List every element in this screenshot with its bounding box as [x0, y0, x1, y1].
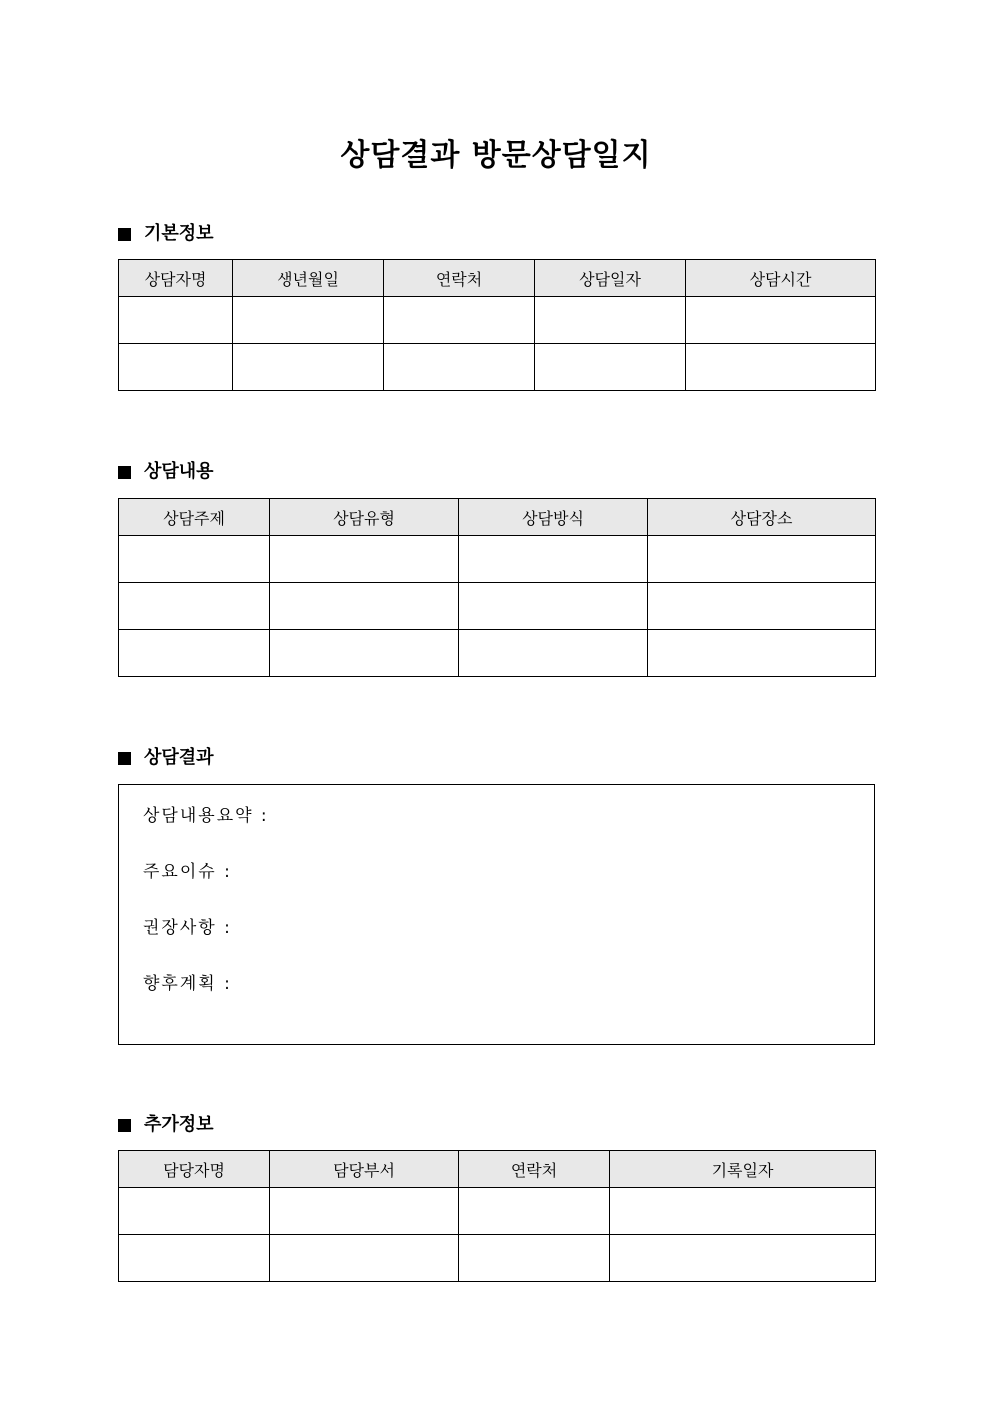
- table-cell[interactable]: [610, 1235, 876, 1282]
- table-cell[interactable]: [270, 583, 459, 630]
- table-cell[interactable]: [535, 297, 686, 344]
- table-row: [119, 297, 876, 344]
- summary-label: 상담내용요약 :: [143, 806, 269, 826]
- table-cell[interactable]: [384, 297, 535, 344]
- table-cell[interactable]: [459, 1235, 610, 1282]
- table-cell[interactable]: [119, 536, 270, 583]
- square-bullet-icon: [118, 752, 131, 765]
- section-title: 기본정보: [144, 223, 214, 244]
- column-header: 상담일자: [535, 260, 686, 297]
- table-row: [119, 1235, 876, 1282]
- table-cell[interactable]: [119, 344, 233, 391]
- column-header: 상담자명: [119, 260, 233, 297]
- table-row: [119, 630, 876, 677]
- table-cell[interactable]: [648, 583, 876, 630]
- table-cell[interactable]: [610, 1188, 876, 1235]
- table-cell[interactable]: [119, 1188, 270, 1235]
- table-cell[interactable]: [459, 630, 648, 677]
- column-header: 연락처: [459, 1151, 610, 1188]
- section-heading-result: [118, 744, 214, 772]
- column-header: 상담시간: [686, 260, 876, 297]
- table-cell[interactable]: [233, 344, 384, 391]
- table-header-row: [119, 260, 876, 297]
- table-cell[interactable]: [686, 297, 876, 344]
- table-cell[interactable]: [270, 1188, 459, 1235]
- table-cell[interactable]: [270, 630, 459, 677]
- column-header: 상담장소: [648, 499, 876, 536]
- key-issues-label: 주요이슈 :: [143, 862, 232, 882]
- section-title: 상담결과: [144, 747, 214, 768]
- table-cell[interactable]: [270, 536, 459, 583]
- table-header-row: [119, 499, 876, 536]
- column-header: 생년월일: [233, 260, 384, 297]
- table-cell[interactable]: [648, 630, 876, 677]
- table-row: [119, 344, 876, 391]
- table-cell[interactable]: [535, 344, 686, 391]
- future-plan-label: 향후계획 :: [143, 974, 232, 994]
- column-header: 기록일자: [610, 1151, 876, 1188]
- table-cell[interactable]: [119, 583, 270, 630]
- basic-info-table: [118, 259, 876, 391]
- table-cell[interactable]: [270, 1235, 459, 1282]
- section-heading-content: [118, 458, 214, 486]
- table-cell[interactable]: [233, 297, 384, 344]
- column-header: 상담주제: [119, 499, 270, 536]
- recommendations-label: 권장사항 :: [143, 918, 232, 938]
- additional-info-table: [118, 1150, 876, 1282]
- column-header: 연락처: [384, 260, 535, 297]
- result-box[interactable]: [118, 784, 875, 1045]
- column-header: 담당자명: [119, 1151, 270, 1188]
- square-bullet-icon: [118, 466, 131, 479]
- table-header-row: [119, 1151, 876, 1188]
- table-cell[interactable]: [119, 297, 233, 344]
- section-heading-additional: [118, 1111, 214, 1139]
- table-row: [119, 536, 876, 583]
- table-cell[interactable]: [384, 344, 535, 391]
- table-cell[interactable]: [119, 1235, 270, 1282]
- table-cell[interactable]: [119, 630, 270, 677]
- table-row: [119, 583, 876, 630]
- square-bullet-icon: [118, 1119, 131, 1132]
- column-header: 담당부서: [270, 1151, 459, 1188]
- table-cell[interactable]: [459, 536, 648, 583]
- section-heading-basic: [118, 220, 214, 248]
- table-cell[interactable]: [648, 536, 876, 583]
- page-title: 상담결과 방문상담일지: [340, 138, 652, 173]
- column-header: 상담방식: [459, 499, 648, 536]
- content-table: [118, 498, 876, 677]
- table-cell[interactable]: [459, 583, 648, 630]
- square-bullet-icon: [118, 228, 131, 241]
- column-header: 상담유형: [270, 499, 459, 536]
- section-title: 추가정보: [144, 1114, 214, 1135]
- section-title: 상담내용: [144, 461, 214, 482]
- table-cell[interactable]: [686, 344, 876, 391]
- table-row: [119, 1188, 876, 1235]
- table-cell[interactable]: [459, 1188, 610, 1235]
